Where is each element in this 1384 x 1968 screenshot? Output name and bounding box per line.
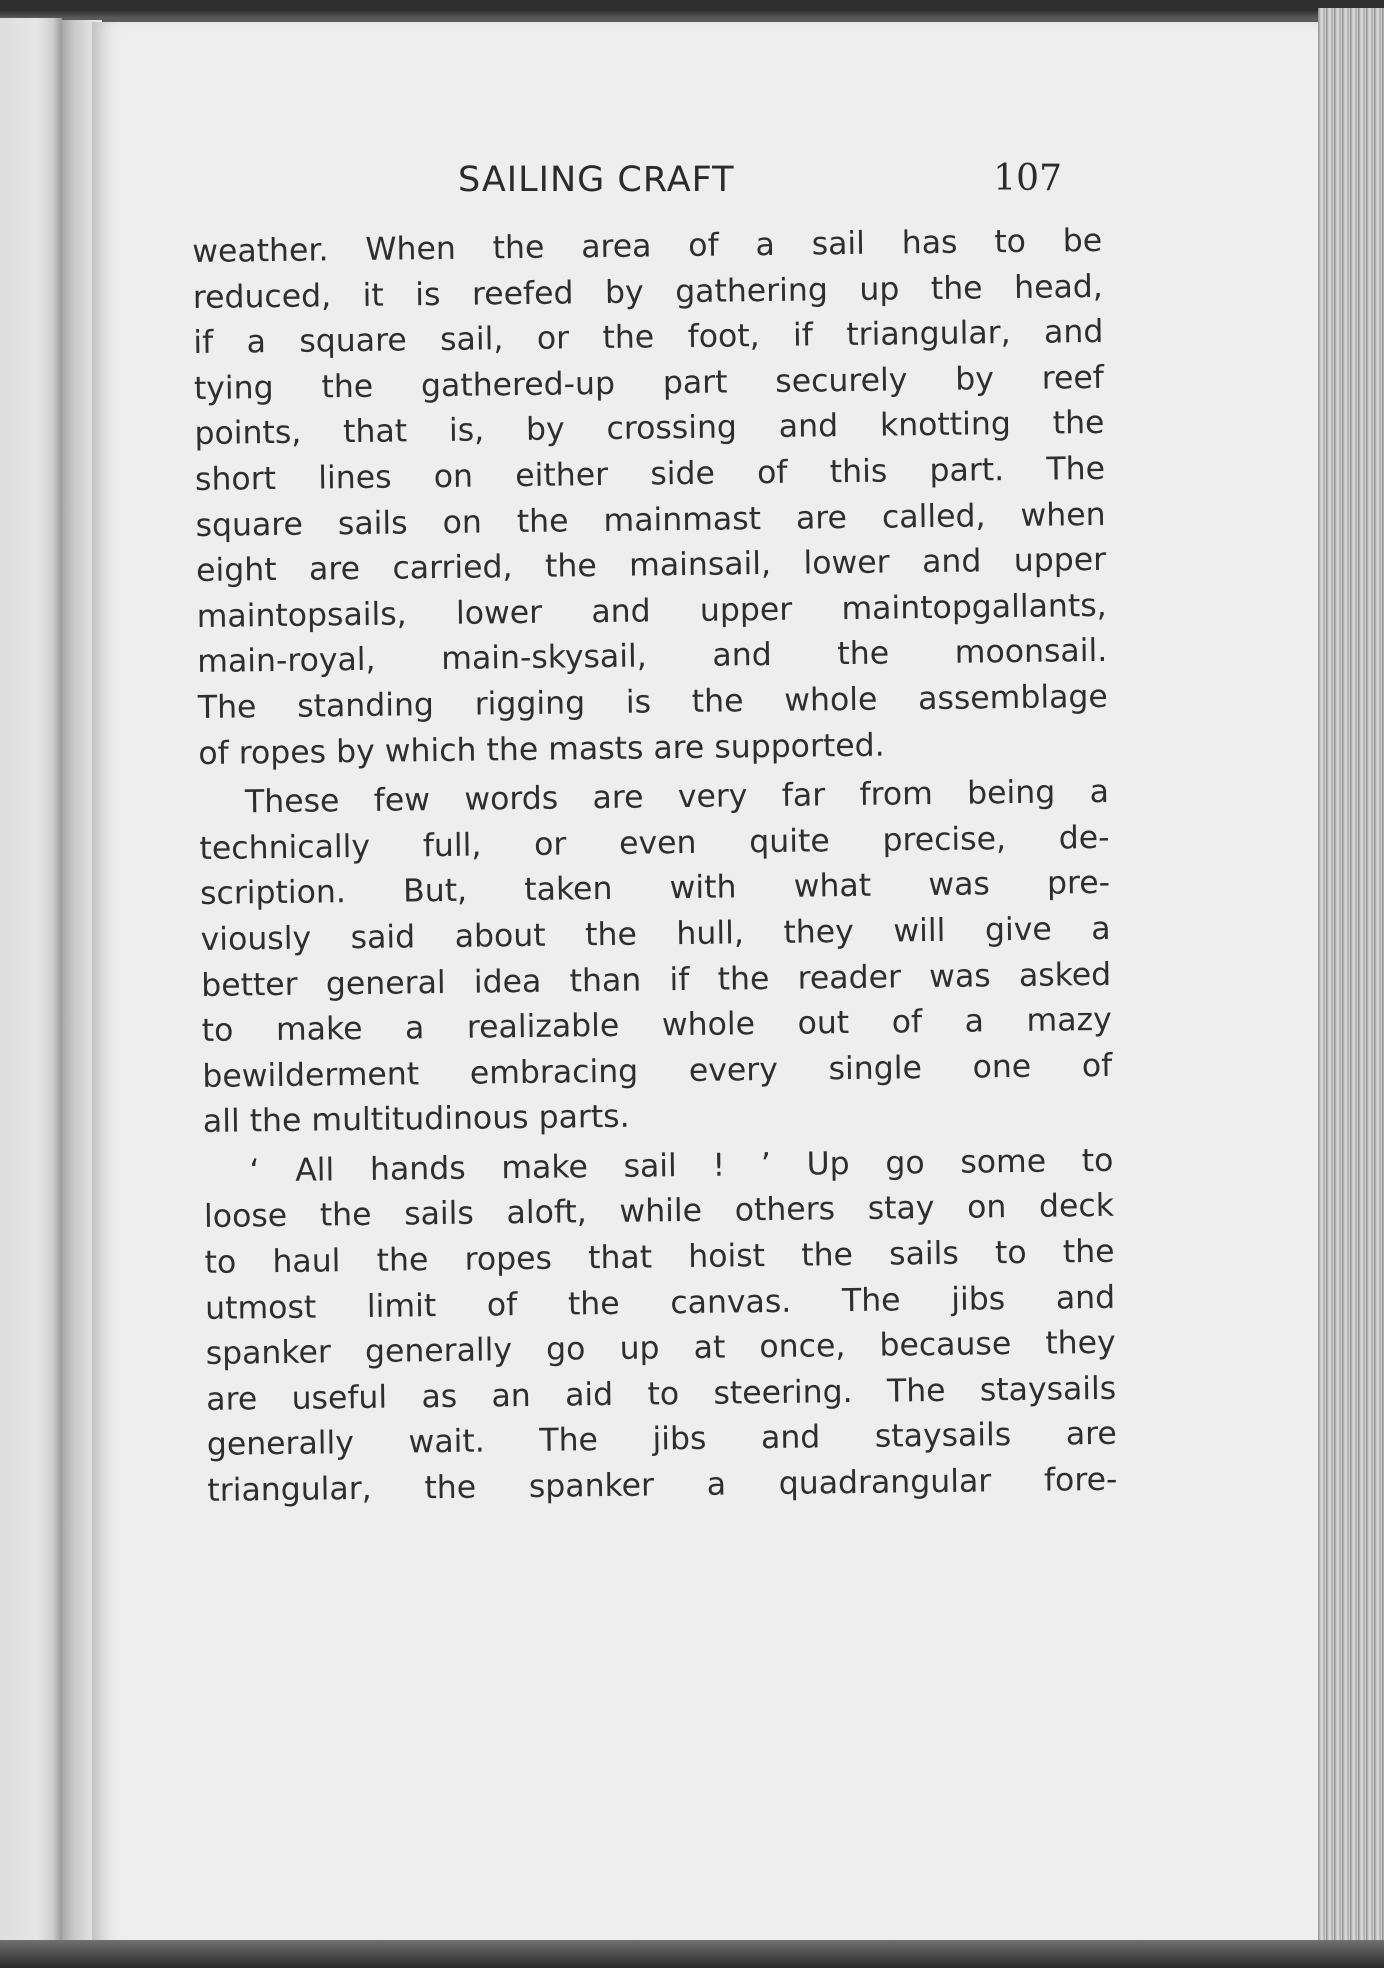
running-head: SAILING CRAFT: [458, 160, 735, 200]
text-line: reduced, it is reefed by gathering up the head,: [192, 268, 1103, 316]
text-line: These few words are very far from being a: [244, 773, 1110, 821]
text-line: all the multitudinous parts.: [202, 1099, 630, 1141]
paragraph-2: [199, 770, 1113, 1146]
text-line: are useful as an aid to steering. The staysails: [206, 1370, 1117, 1418]
text-line: scription. But, taken with what was pre-: [199, 865, 1111, 913]
text-line: utmost limit of the canvas. The jibs and: [204, 1279, 1116, 1327]
text-line: points, that is, by crossing and knotting the: [194, 405, 1105, 453]
left-page-edge: [0, 18, 62, 1948]
text-line: to haul the ropes that hoist the sails to the: [204, 1233, 1115, 1281]
text-line: loose the sails aloft, while others stay on deck: [203, 1188, 1115, 1236]
text-line: technically full, or even quite precise, de-: [199, 819, 1110, 867]
text-line: The standing rigging is the whole assemblage: [197, 678, 1108, 726]
bottom-shadow: [0, 1940, 1384, 1968]
right-page-edges: [1318, 8, 1384, 1958]
text-line: weather. When the area of a sail has to be: [192, 222, 1103, 270]
text-line: short lines on either side of this part. The: [194, 450, 1106, 498]
page-number: 107: [993, 158, 1062, 199]
text-line: to make a realizable whole out of a mazy: [201, 1001, 1112, 1050]
text-line: square sails on the mainmast are called, when: [195, 496, 1106, 544]
text-line: better general idea than if the reader was asked: [201, 956, 1112, 1004]
text-line: tying the gathered-up part securely by reef: [193, 359, 1105, 407]
text-line: triangular, the spanker a quadrangular fore-: [207, 1461, 1118, 1509]
paragraph-3: [203, 1139, 1117, 1515]
text-line: bewilderment embracing every single one of: [202, 1047, 1113, 1095]
text-line: spanker generally go up at once, because they: [205, 1325, 1116, 1373]
text-line: eight are carried, the mainsail, lower and upper: [195, 542, 1107, 590]
text-line: of ropes by which the masts are supported.: [198, 727, 885, 772]
text-line: if a square sail, or the foot, if triangular, and: [193, 314, 1104, 362]
paragraph-1: [192, 219, 1109, 777]
body-text: [192, 219, 1118, 1515]
page-header: [190, 156, 1080, 206]
text-line: generally wait. The jibs and staysails are: [206, 1416, 1118, 1464]
text-line: ‘ All hands make sail ! ’ Up go some to: [249, 1142, 1114, 1190]
text-line: maintopsails, lower and upper maintopgallants,: [196, 587, 1107, 635]
text-line: main-royal, main-skysail, and the moonsail.: [197, 633, 1108, 681]
text-line: viously said about the hull, they will give a: [200, 910, 1111, 958]
